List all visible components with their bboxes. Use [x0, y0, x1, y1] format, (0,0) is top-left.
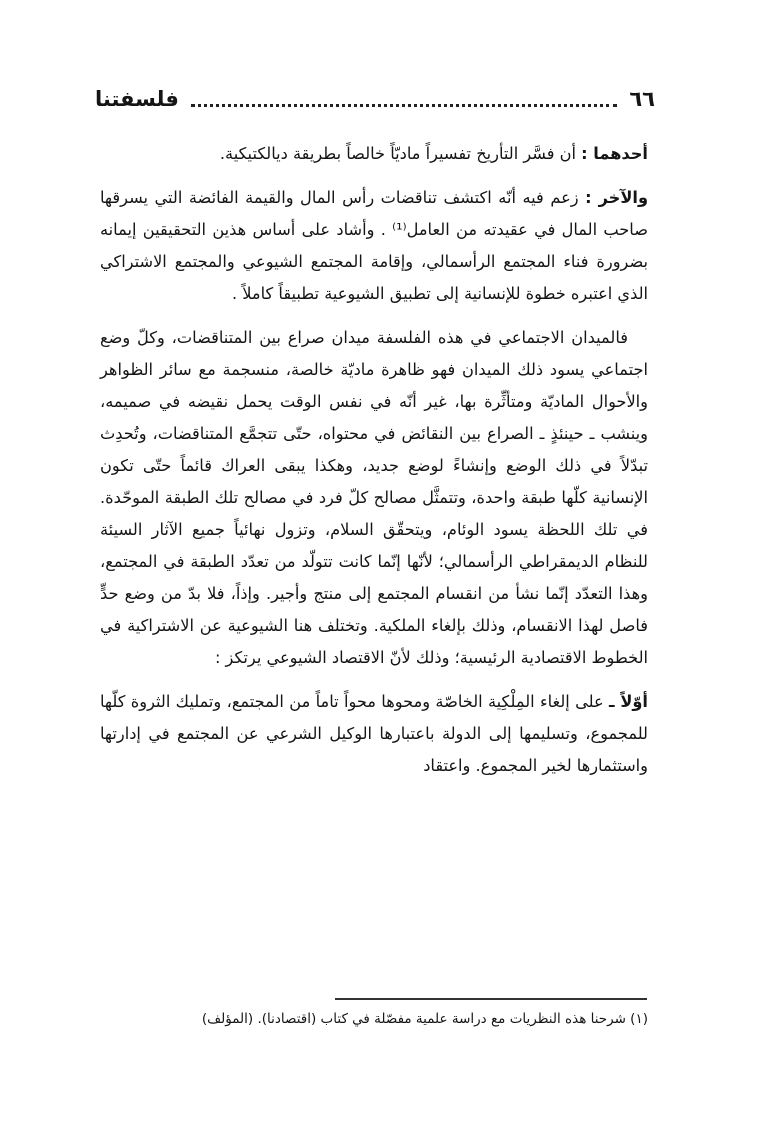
- paragraph-text: أن فسَّر التأريخ تفسيراً ماديّاً خالصاً بطريقة ديالكتيكية.: [219, 144, 582, 163]
- page-header: [95, 84, 655, 114]
- page-number: ٦٦: [629, 87, 655, 111]
- paragraph-text: على إلغاء المِلْكِية الخاصّة ومحوها محواً تاماً من المجتمع، وتمليك الثروة كلّها للمجموع، وتسليمها إلى الدولة باعتبارها الوكيل الشرعي عن المجتمع في إدارتها واستثمارها لخير المجموع. واعتقاد: [100, 692, 648, 775]
- paragraph: [100, 138, 648, 170]
- paragraph: [100, 182, 648, 310]
- paragraph-lead: أحدهما :: [581, 144, 648, 163]
- paragraph-lead: والآخر :: [585, 188, 649, 207]
- running-title: فلسفتنا: [95, 87, 179, 111]
- footnote-divider: [335, 998, 647, 1000]
- paragraph-lead: أوّلاً ـ: [608, 692, 648, 711]
- paragraph: [100, 686, 648, 782]
- paragraph-text: فالميدان الاجتماعي في هذه الفلسفة ميدان صراع بين المتناقضات، وكلّ وضع اجتماعي يسود ذلك الميدان فهو ظاهرة ماديّة خالصة، منسجمة مع سائر الظواهر والأحوال الماديّة ومتأثِّرة بها، غير أنّه في نفس الوقت يحمل نقيضه في صميمه، وينشب ـ حينئذٍ ـ الصراع بين النقائض في محتواه، حتّى تتجمَّع المتناقضات، وتُحدِث تبدّلاً في ذلك الوضع وإنشاءً لوضع جديد، وهكذا يبقى العراك قائماً حتّى تكون الإنسانية كلّها طبقة واحدة، وتتمثَّل مصالح كلّ فرد في مصالح تلك الطبقة الموحّدة. في تلك اللحظة يسود الوئام، ويتحقّق السلام، وتزول نهائياً جميع الآثار السيئة للنظام الديمقراطي الرأسمالي؛ لأنّها إنّما كانت تتولّد من تعدّد الطبقة في المجتمع، وهذا التعدّد إنّما نشأ من انقسام المجتمع إلى منتج وأجير. وإذاً، فلا بدّ من وضع حدٍّ فاصل لهذا الانقسام، وذلك بإلغاء الملكية. وتختلف هنا الشيوعية عن الاشتراكية في الخطوط الاقتصادية الرئيسية؛ وذلك لأنّ الاقتصاد الشيوعي يرتكز :: [100, 328, 648, 667]
- header-dotted-leader: [191, 104, 618, 107]
- body-text: [100, 138, 648, 782]
- paragraph: [100, 322, 648, 674]
- footnote: (١) شرحنا هذه النظريات مع دراسة علمية مفصّلة في كتاب (اقتصادنا). (المؤلف): [201, 1011, 648, 1027]
- paragraph-text: زعم فيه أنّه اكتشف تناقضات رأس المال والقيمة الفائضة التي يسرقها صاحب المال في عقيدته من العامل⁽¹⁾ . وأشاد على أساس هذين التحقيقين إيمانه بضرورة فناء المجتمع الرأسمالي، وإقامة المجتمع الشيوعي والمجتمع الاشتراكي الذي اعتبره خطوة للإنسانية إلى تطبيق الشيوعية تطبيقاً كاملاً .: [100, 188, 648, 303]
